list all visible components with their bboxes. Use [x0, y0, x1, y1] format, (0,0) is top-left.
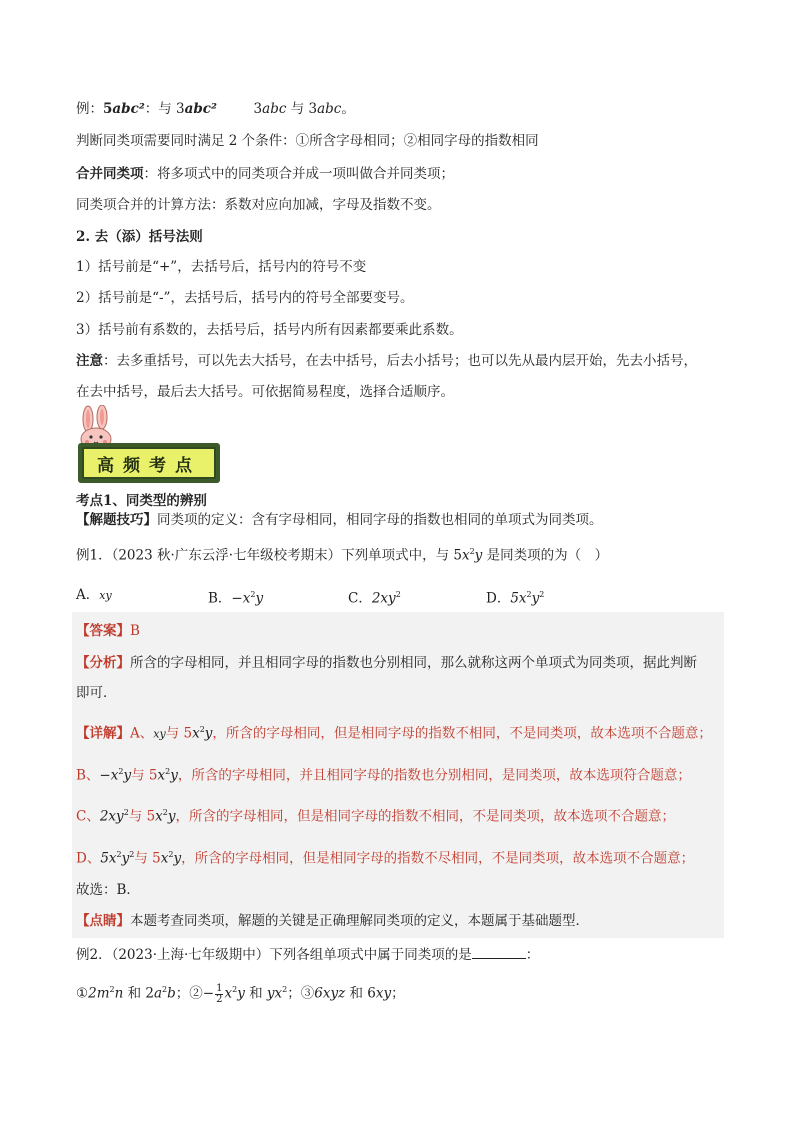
- answer-blank[interactable]: [472, 946, 526, 959]
- var: y: [173, 850, 182, 867]
- text: D、: [76, 850, 101, 867]
- var: b: [167, 985, 176, 1002]
- text: ，所含的字母相同，但是相同字母的指数不尽相同，不是同类项，故本选项不合题意；: [181, 850, 695, 867]
- example1-stem: [76, 543, 608, 565]
- term: 2m: [88, 985, 110, 1002]
- text: 和: [244, 985, 267, 1002]
- text: ，所含的字母相同，并且相同字母的指数也分别相同，是同类项，故本选项符合题意；: [177, 767, 691, 784]
- detail-a: [76, 721, 712, 744]
- text: 与 5: [128, 808, 156, 825]
- var: y: [170, 767, 178, 784]
- exp: 2: [116, 850, 122, 859]
- detail-b: [76, 763, 691, 785]
- answer-label: 【答案】: [76, 623, 130, 639]
- analysis-line-1: [76, 654, 697, 672]
- exp: 2: [250, 590, 256, 599]
- text: ，所含的字母相同，但是相同字母的指数不相同，不是同类项，故本选项不合题意；: [175, 808, 676, 825]
- option-c-label: C．: [348, 590, 372, 607]
- text: 和 6: [345, 985, 376, 1002]
- note-text: ：去多重括号，可以先去大括号，在去中括号，后去小括号；也可以先从最内层开始，先去小括号，: [103, 353, 697, 369]
- term: yx: [266, 985, 283, 1002]
- merge-def-line: [76, 165, 454, 183]
- coef: 5: [103, 101, 113, 117]
- tip-line: [76, 511, 603, 529]
- text: 例2．（2023·上海·七年级期中）下列各组单项式中属于同类项的是: [76, 947, 472, 963]
- analysis-label: 【分析】: [76, 655, 130, 671]
- choose-line: 故选：B．: [76, 882, 140, 898]
- example2-stem: [76, 946, 539, 964]
- text: 例1．（2023 秋·广东云浮·七年级校考期末）下列单项式中，与 5: [76, 547, 462, 564]
- exp: 2: [199, 725, 205, 734]
- text: B、: [76, 767, 100, 784]
- exp: 2: [539, 590, 545, 599]
- option-a: xy: [99, 589, 112, 602]
- text: ；: [391, 985, 405, 1002]
- text: 与 3: [286, 101, 318, 117]
- var: y: [531, 590, 540, 607]
- comment-label: 【点睛】: [76, 913, 130, 929]
- text: ：与 3: [144, 101, 185, 117]
- text: A、: [130, 725, 154, 742]
- rule-1: 1）括号前是“+”，去括号后，括号内的符号不变: [76, 259, 367, 275]
- term: 2xy: [99, 808, 124, 825]
- exp: 2: [162, 985, 168, 994]
- merge-method-line: 同类项合并的计算方法：系数对应向加减，字母及指数不变。: [76, 197, 441, 213]
- exp: 2: [232, 985, 238, 994]
- term: abc: [317, 101, 342, 117]
- merge-term: 合并同类项: [76, 166, 144, 182]
- rule-2: 2）括号前是“-”，去括号后，括号内的符号全部要变号。: [76, 290, 414, 306]
- text: C、: [76, 808, 100, 825]
- exp: 2: [162, 808, 168, 817]
- term: −x: [99, 767, 119, 784]
- text: ：: [525, 947, 540, 963]
- var: y: [474, 547, 483, 564]
- exp: 2: [109, 985, 115, 994]
- denominator: 2: [216, 993, 223, 1005]
- exp: 2: [282, 985, 288, 994]
- exp: 2: [526, 590, 532, 599]
- exp: 2: [118, 767, 124, 776]
- coef: 3: [253, 101, 263, 117]
- badge-label: 高频考点: [97, 455, 201, 476]
- text: ；③: [287, 985, 315, 1002]
- option-a-label: A．: [76, 587, 100, 603]
- comment-line: [76, 912, 589, 930]
- minus: −: [202, 985, 215, 1002]
- detail-d: [76, 846, 694, 868]
- var: y: [255, 590, 264, 607]
- exp: 2: [123, 808, 129, 817]
- point-title: 考点1、同类型的辨别: [76, 493, 207, 509]
- answer-line: [76, 622, 140, 640]
- fraction: [215, 984, 223, 1005]
- numerator: 1: [216, 982, 223, 994]
- text: 。: [341, 101, 355, 117]
- option-c: 2xy: [371, 590, 396, 607]
- badge-box: [78, 443, 220, 483]
- options-line: [76, 586, 545, 607]
- exp: 2: [168, 850, 174, 859]
- term: abc²: [112, 101, 145, 117]
- var: x: [160, 850, 169, 867]
- text: ，所含的字母相同，但是相同字母的指数不相同，不是同类项，故本选项不合题意；: [212, 725, 712, 742]
- term: abc²: [184, 101, 217, 117]
- detail-label: 【详解】: [76, 725, 130, 742]
- var: x: [157, 767, 166, 784]
- merge-def: ：将多项式中的同类项合并成一项叫做合并同类项；: [143, 166, 454, 182]
- var: y: [121, 850, 130, 867]
- note-line-2: 在去中括号，最后去大括号。可依据简易程度，选择合适顺序。: [76, 384, 454, 400]
- text: 和 2: [123, 985, 154, 1002]
- tip-label: 【解题技巧】: [76, 512, 157, 528]
- text: 与 5: [165, 725, 193, 742]
- note-line-1: [76, 352, 697, 370]
- text: ①: [76, 985, 89, 1002]
- text: 是同类项的为（ ）: [482, 547, 609, 564]
- term: xy: [153, 727, 166, 741]
- var: y: [123, 767, 132, 784]
- var: x: [461, 547, 470, 564]
- option-b: −x: [231, 590, 251, 607]
- term: 5x: [100, 850, 117, 867]
- rule-3: 3）括号前有系数的，去括号后，括号内所有因素都要乘此系数。: [76, 322, 463, 338]
- example-label: 例：: [76, 101, 103, 117]
- var: a: [153, 985, 163, 1002]
- example2-groups: [76, 978, 405, 1006]
- judge-line: 判断同类项需要同时满足 2 个条件：①所含字母相同；②相同字母的指数相同: [76, 133, 539, 149]
- option-d-label: D．: [486, 590, 511, 607]
- note-label: 注意: [76, 353, 103, 369]
- var: y: [204, 725, 213, 742]
- var: x: [192, 725, 200, 742]
- term: abc: [262, 101, 287, 117]
- detail-c: [76, 804, 675, 826]
- exp: 2: [129, 850, 135, 859]
- text: 与 5: [131, 767, 158, 784]
- section-badge: [70, 405, 230, 485]
- var: x: [224, 985, 233, 1002]
- var: y: [167, 808, 176, 825]
- text: ；②: [175, 985, 203, 1002]
- var: y: [237, 985, 245, 1002]
- rules-heading: 2. 去（添）括号法则: [76, 229, 203, 245]
- exp: 2: [395, 590, 401, 599]
- analysis-text: 所含的字母相同，并且相同字母的指数也分别相同，那么就称这两个单项式为同类项，据此判断: [130, 655, 697, 671]
- var: x: [155, 808, 163, 825]
- exp: 2: [469, 547, 475, 556]
- term: xy: [375, 985, 392, 1002]
- answer-value: B: [130, 623, 140, 639]
- analysis-line-2: 即可．: [76, 685, 117, 701]
- example-line: [76, 100, 355, 118]
- text: 与 5: [134, 850, 161, 867]
- option-b-label: B．: [208, 590, 232, 607]
- option-d: 5x: [510, 590, 527, 607]
- comment-text: 本题考查同类项，解题的关键是正确理解同类项的定义，本题属于基础题型．: [130, 913, 589, 929]
- tip-text: 同类项的定义：含有字母相同，相同字母的指数也相同的单项式为同类项。: [157, 512, 603, 528]
- var: n: [114, 985, 124, 1002]
- term: 6xyz: [314, 985, 346, 1002]
- exp: 2: [165, 767, 171, 776]
